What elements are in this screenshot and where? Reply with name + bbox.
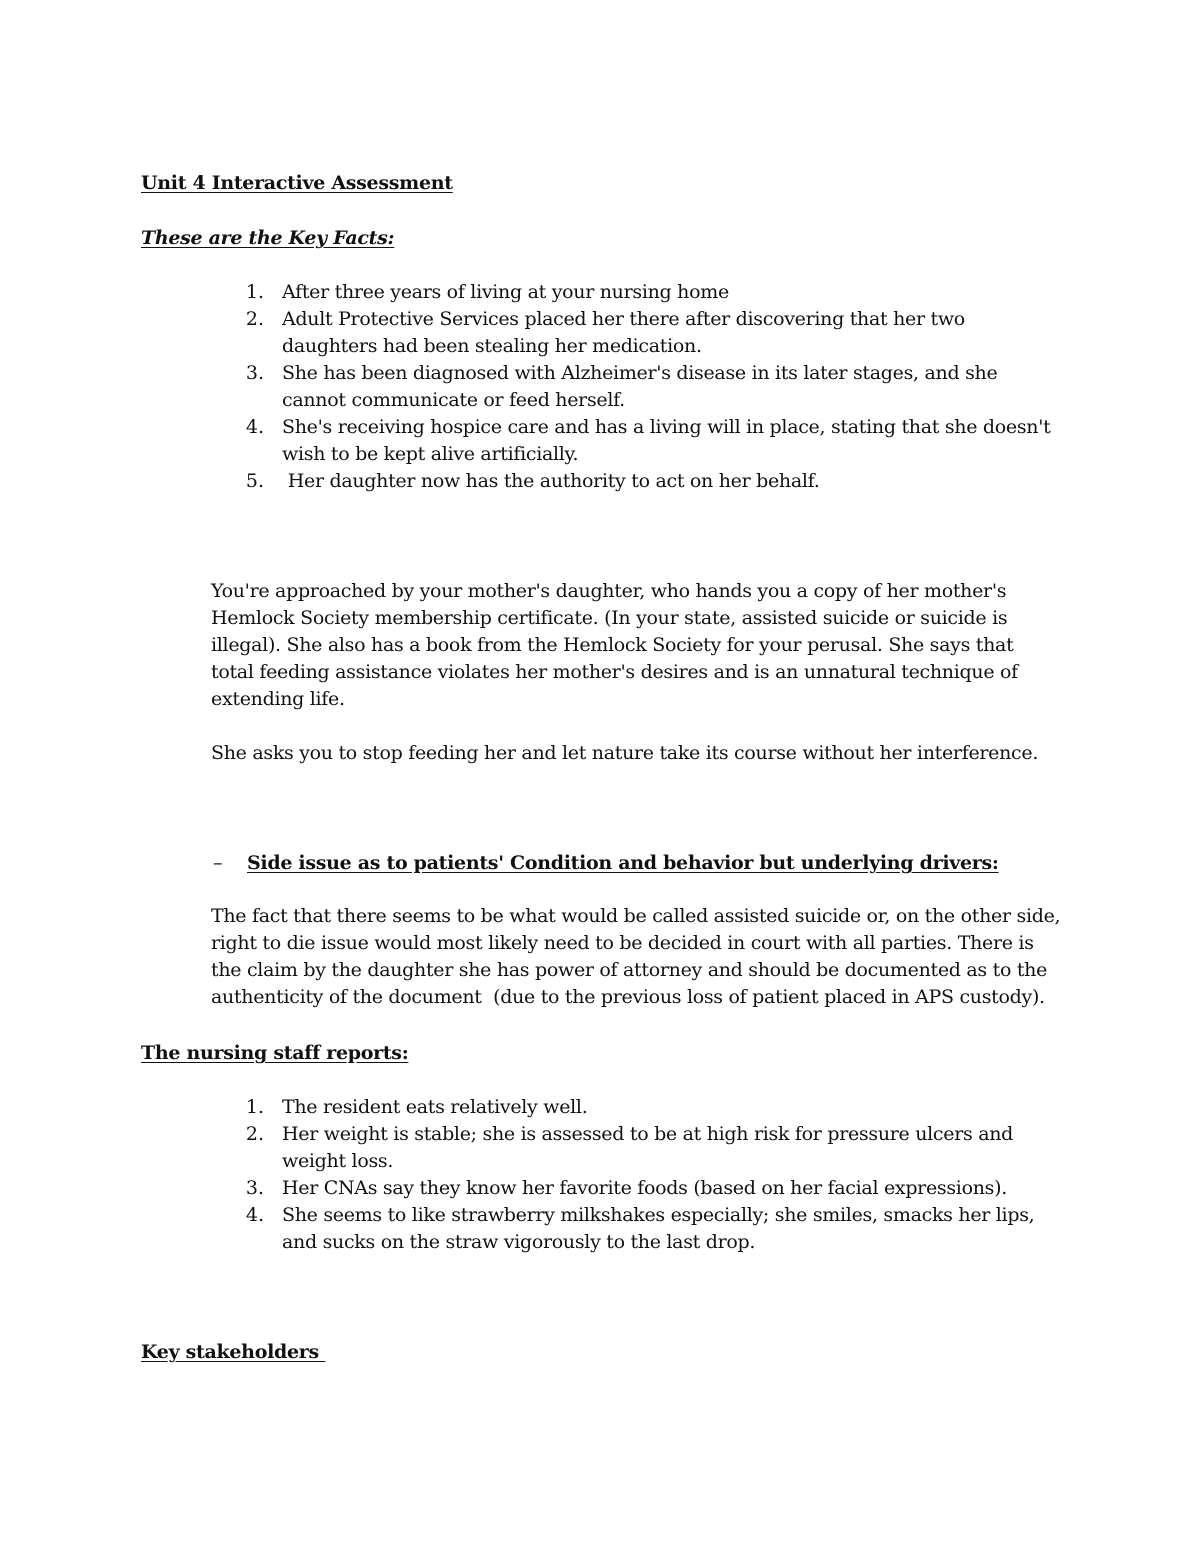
list-item: The resident eats relatively well. xyxy=(282,1096,588,1118)
nursing-staff-heading: The nursing staff reports: xyxy=(141,1042,409,1064)
list-item-number: 5. xyxy=(245,470,264,492)
list-item: She seems to like strawberry milkshakes especially; she smiles, smacks her lips, xyxy=(282,1204,1035,1226)
paragraph-line: illegal). She also has a book from the Hemlock Society for your perusal. She says that xyxy=(211,634,1014,656)
list-item-continuation: and sucks on the straw vigorously to the last drop. xyxy=(282,1231,756,1253)
list-item: She's receiving hospice care and has a living will in place, stating that she doesn't xyxy=(282,416,1051,438)
list-item-number: 1. xyxy=(245,1096,264,1118)
paragraph-line: Hemlock Society membership certificate. (In your state, assisted suicide or suicide is xyxy=(211,607,1008,629)
paragraph-line: The fact that there seems to be what would be called assisted suicide or, on the other side, xyxy=(211,905,1061,927)
paragraph-line: authenticity of the document (due to the previous loss of patient placed in APS custody). xyxy=(211,986,1045,1008)
list-item: Adult Protective Services placed her there after discovering that her two xyxy=(282,308,965,330)
list-item: After three years of living at your nursing home xyxy=(282,281,729,303)
list-item-number: 3. xyxy=(245,1177,264,1199)
paragraph-line: the claim by the daughter she has power of attorney and should be documented as to the xyxy=(211,959,1048,981)
list-item: Her weight is stable; she is assessed to be at high risk for pressure ulcers and xyxy=(282,1123,1014,1145)
key-facts-heading: These are the Key Facts: xyxy=(141,227,395,249)
list-item-number: 3. xyxy=(245,362,264,384)
list-item-number: 2. xyxy=(245,308,264,330)
list-item-number: 4. xyxy=(245,416,264,438)
list-item-continuation: cannot communicate or feed herself. xyxy=(282,389,625,411)
list-item-continuation: wish to be kept alive artificially. xyxy=(282,443,579,465)
list-item-number: 1. xyxy=(245,281,264,303)
dash-bullet: – xyxy=(213,852,223,874)
paragraph-line: total feeding assistance violates her mother's desires and is an unnatural technique of xyxy=(211,661,1018,683)
list-item: Her daughter now has the authority to act on her behalf. xyxy=(282,470,820,492)
list-item: Her CNAs say they know her favorite foods (based on her facial expressions). xyxy=(282,1177,1007,1199)
paragraph-line: right to die issue would most likely need to be decided in court with all parties. There is xyxy=(211,932,1034,954)
side-issue-heading: Side issue as to patients' Condition and behavior but underlying drivers: xyxy=(247,852,999,874)
paragraph-line: extending life. xyxy=(211,688,345,710)
request-paragraph: She asks you to stop feeding her and let nature take its course without her interference. xyxy=(211,742,1039,764)
document-title: Unit 4 Interactive Assessment xyxy=(141,172,453,194)
list-item-number: 2. xyxy=(245,1123,264,1145)
key-stakeholders-heading: Key stakeholders xyxy=(141,1341,326,1363)
list-item-number: 4. xyxy=(245,1204,264,1226)
list-item-continuation: daughters had been stealing her medication. xyxy=(282,335,702,357)
list-item: She has been diagnosed with Alzheimer's disease in its later stages, and she xyxy=(282,362,998,384)
paragraph-line: You're approached by your mother's daughter, who hands you a copy of her mother's xyxy=(211,580,1007,602)
list-item-continuation: weight loss. xyxy=(282,1150,394,1172)
